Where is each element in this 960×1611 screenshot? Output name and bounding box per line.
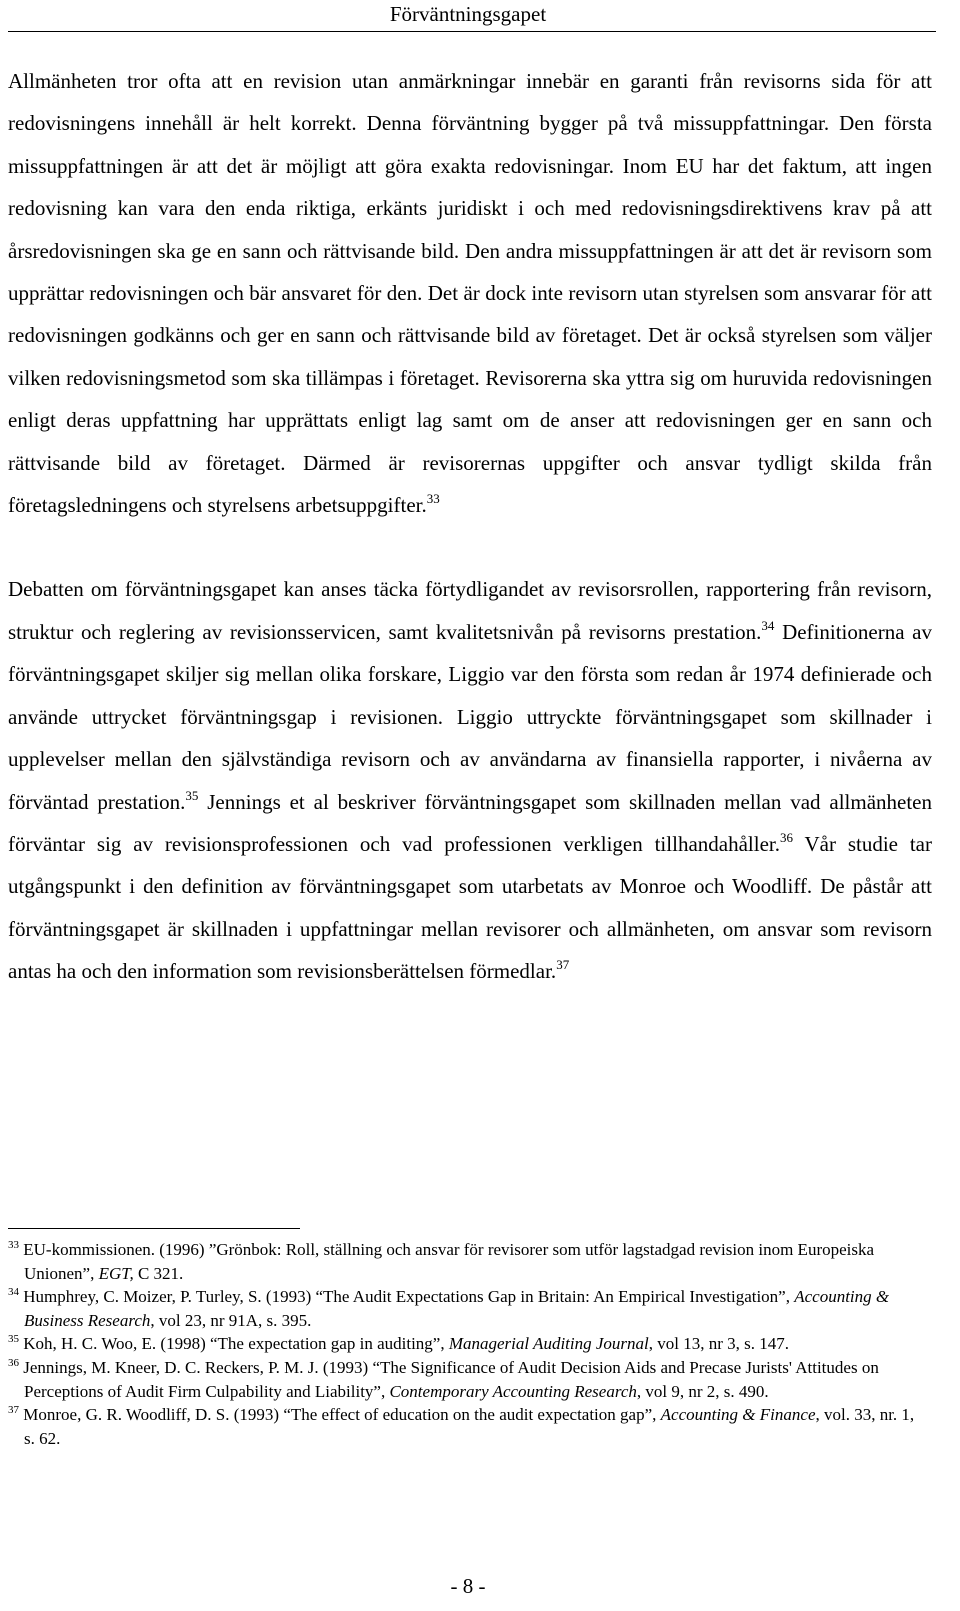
- paragraph-1-text: Allmänheten tror ofta att en revision utan anmärkningar innebär en garanti från revisorns sida för att redovisningens innehåll är helt korrekt. Denna förväntning bygger på två missuppfattningar. Den första missuppfattningen är att det är möjligt att göra exakta redovisningar. Inom EU har det faktum, att ingen redovisning kan vara den enda riktiga, erkänts juridiskt i och med redovisningsdirektivens krav på att årsredovisningen ska ge en sann och rättvisande bild. Den andra missuppfattningen är att det är revisorn som upprättar redovisningen och bär ansvaret för den. Det är dock inte revisorn utan styrelsen som ansvarar för att redovisningen godkänns och ger en sann och rättvisande bild av företaget. Det är också styrelsen som väljer vilken redovisningsmetod som ska tillämpas i företaget. Revisorerna ska yttra sig om huruvida redovisningen enligt deras uppfattning har upprättats enligt lag samt om de anser att redovisningen ger en sann och rättvisande bild av företaget. Därmed är revisorernas uppgifter och ansvar tydligt skilda från företagsledningens och styrelsens arbetsuppgifter.: [8, 69, 932, 518]
- footnote-source: Managerial Auditing Journal: [448, 1334, 649, 1354]
- footnote-ref-34[interactable]: 34: [761, 617, 775, 633]
- paragraph-2-text-1: Debatten om förväntningsgapet kan anses täcka förtydligandet av revisorsrollen, rapportering från revisorn, struktur och reglering av revisionsservicen, samt kvalitetsnivån på revisorns prestation.: [8, 577, 932, 644]
- footnote-source: Accounting & Finance: [660, 1405, 816, 1425]
- footnote-source: EGT,: [98, 1263, 134, 1283]
- footnote-number: 37: [8, 1404, 19, 1417]
- footnote-text: , vol 13, nr 3, s. 147.: [648, 1334, 789, 1354]
- footnote-text: , vol. 33, nr. 1, s. 62.: [24, 1405, 915, 1448]
- paragraph-2-text-3: Jennings et al beskriver förväntningsgapet som skillnaden mellan vad allmänheten förväntar sig av revisionsprofessionen och vad professionen verkligen tillhandahåller.: [8, 789, 932, 856]
- footnote-source: Contemporary Accounting Research: [389, 1381, 637, 1401]
- footnote-35: [8, 1332, 928, 1356]
- body-text: [8, 60, 932, 993]
- paragraph-2-text-4: Vår studie tar utgångspunkt i den definition av förväntningsgapet som utarbetats av Monroe och Woodliff. De påstår att förväntningsgapet är skillnaden i uppfattningar mellan revisorer och allmänheten, om ansvar som revisorn antas ha och den information som revisionsberättelsen förmedlar.: [8, 831, 932, 984]
- footnote-text: Jennings, M. Kneer, D. C. Reckers, P. M. J. (1993) “The Significance of Audit Decision Aids and Precase Jurists' Attitudes on Perceptions of Audit Firm Culpability and Liability”,: [23, 1357, 879, 1401]
- footnote-number: 34: [8, 1286, 19, 1299]
- footnote-number: 33: [8, 1239, 19, 1251]
- footnote-source: Accounting & Business Research: [24, 1287, 890, 1330]
- footnote-text: Humphrey, C. Moizer, P. Turley, S. (1993) “The Audit Expectations Gap in Britain: An Empirical Investigation”,: [23, 1287, 795, 1307]
- footnote-number: 36: [8, 1356, 19, 1369]
- footnote-ref-37[interactable]: 37: [556, 957, 570, 973]
- footnote-text: , vol 23, nr 91A, s. 395.: [150, 1310, 312, 1330]
- footnote-34: [8, 1285, 928, 1332]
- footnote-37: [8, 1403, 928, 1450]
- page-number: - 8 -: [450, 1574, 486, 1598]
- header-divider: [8, 31, 936, 32]
- footnote-text: Koh, H. C. Woo, E. (1998) “The expectation gap in auditing”,: [23, 1334, 449, 1354]
- paragraph-1: [8, 60, 932, 526]
- paragraph-2-text-2: Definitionerna av förväntningsgapet skiljer sig mellan olika forskare, Liggio var den första som redan år 1974 definierade och använde uttrycket förväntningsgap i revisionen. Liggio uttryckte förväntningsgapet som skillnader i upplevelser mellan den självständiga revisorn och av användarna av finansiella rapporter, i nivåerna av förväntad prestation.: [8, 619, 932, 814]
- footnote-36: [8, 1356, 928, 1403]
- page-header-title: Förväntningsgapet: [389, 2, 547, 26]
- footnote-ref-36[interactable]: 36: [779, 829, 793, 845]
- footnote-33: [8, 1238, 928, 1285]
- footnote-number: 35: [8, 1333, 19, 1346]
- footnotes: [8, 1238, 928, 1450]
- footnote-divider: [8, 1228, 300, 1229]
- footnote-text: C 321.: [133, 1263, 184, 1283]
- footnote-ref-33[interactable]: 33: [426, 491, 440, 507]
- paragraph-2: [8, 568, 932, 992]
- footnote-text: EU-kommissionen. (1996) ”Grönbok: Roll, ställning och ansvar för revisorer som utför lagstadgad revision inom Europeiska Unionen”,: [23, 1240, 875, 1283]
- footnote-ref-35[interactable]: 35: [185, 787, 199, 803]
- footnote-text: , vol 9, nr 2, s. 490.: [636, 1381, 769, 1401]
- footnote-text: Monroe, G. R. Woodliff, D. S. (1993) “The effect of education on the audit expectation gap”,: [23, 1405, 661, 1425]
